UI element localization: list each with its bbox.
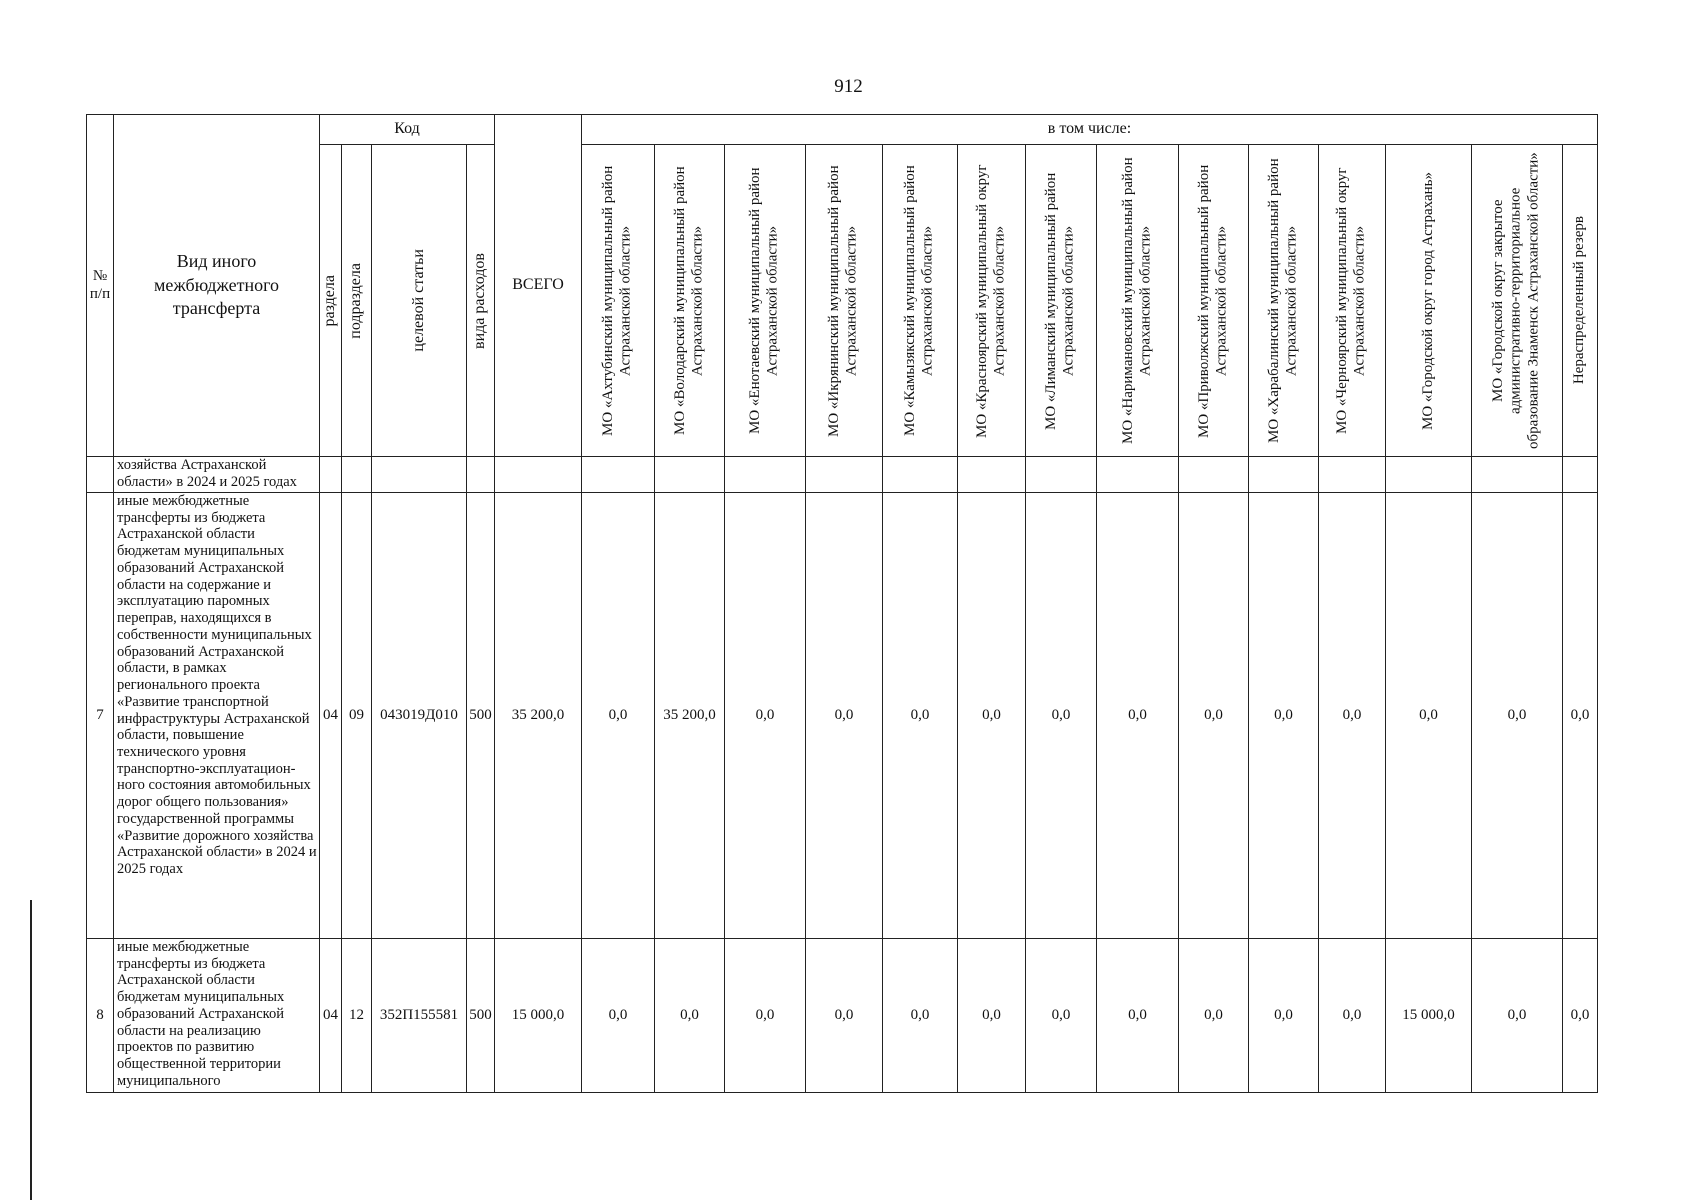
row-value: 15 000,0 (1386, 939, 1472, 1093)
row-value: 0,0 (883, 493, 958, 939)
row-value: 0,0 (655, 939, 725, 1093)
header-mo-ikryaninsky: МО «Икрянинский муниципальный район Астраханской области» (806, 145, 883, 457)
row-value (1179, 457, 1249, 493)
row-number: 7 (87, 493, 114, 939)
row-value (1319, 457, 1386, 493)
row-value: 0,0 (1249, 939, 1319, 1093)
header-mo-enotaevsky: МО «Енотаевский муниципальный район Астраханской области» (725, 145, 806, 457)
row-value: 0,0 (1319, 939, 1386, 1093)
table-row (87, 457, 1598, 493)
row-value: 0,0 (806, 939, 883, 1093)
header-including: в том числе: (582, 115, 1598, 145)
row-value (1026, 457, 1097, 493)
row-total (495, 457, 582, 493)
row-value (883, 457, 958, 493)
row-vid: 500 (467, 493, 495, 939)
row-value: 0,0 (725, 939, 806, 1093)
row-value: 0,0 (806, 493, 883, 939)
row-value: 0,0 (1319, 493, 1386, 939)
row-value: 0,0 (1249, 493, 1319, 939)
row-value: 0,0 (1386, 493, 1472, 939)
row-razdel: 04 (320, 939, 342, 1093)
row-value: 0,0 (1097, 493, 1179, 939)
table-body (87, 457, 1598, 1093)
header-mo-kamyzyaksky: МО «Камызякский муниципальный район Астраханской области» (883, 145, 958, 457)
row-razdel (320, 457, 342, 493)
header-mo-limansky: МО «Лиманский муниципальный район Астраханской области» (1026, 145, 1097, 457)
row-podrazdel: 12 (342, 939, 372, 1093)
header-mo-krasnoyarsky: МО «Красноярский муниципальный округ Астраханской области» (958, 145, 1026, 457)
row-value (725, 457, 806, 493)
row-value: 0,0 (582, 493, 655, 939)
row-value: 0,0 (1097, 939, 1179, 1093)
header-code-razdel: раздела (320, 145, 342, 457)
header-mo-chernoyarsky: МО «Черноярский муниципальный округ Астраханской области» (1319, 145, 1386, 457)
row-razdel: 04 (320, 493, 342, 939)
table-row (87, 939, 1598, 1093)
row-podrazdel: 09 (342, 493, 372, 939)
row-value: 0,0 (1026, 939, 1097, 1093)
row-vid: 500 (467, 939, 495, 1093)
row-value: 0,0 (1472, 493, 1563, 939)
header-mo-astrakhan: МО «Городской округ город Астрахань» (1386, 145, 1472, 457)
row-value (582, 457, 655, 493)
table-row (87, 493, 1598, 939)
row-value (1097, 457, 1179, 493)
row-value: 0,0 (582, 939, 655, 1093)
header-mo-privolzhsky: МО «Приволжский муниципальный район Астраханской области» (1179, 145, 1249, 457)
row-value (655, 457, 725, 493)
row-value (958, 457, 1026, 493)
row-podrazdel (342, 457, 372, 493)
header-code-vid: вида расходов (467, 145, 495, 457)
row-value (806, 457, 883, 493)
row-number: 8 (87, 939, 114, 1093)
header-mo-narimanovsky: МО «Наримановский муниципальный район Астраханской области» (1097, 145, 1179, 457)
header-mo-volodarsky: МО «Володарский муниципальный район Астраханской области» (655, 145, 725, 457)
header-mo-znamensk: МО «Городской округ закрытое административно-территориальное образование Знаменск Астраханской области» (1472, 145, 1563, 457)
header-code: Код (320, 115, 495, 145)
row-value: 0,0 (1026, 493, 1097, 939)
header-code-celevaya: целевой статьи (372, 145, 467, 457)
table-header (87, 115, 1598, 457)
header-mo-kharabalinsky: МО «Харабалинский муниципальный район Астраханской области» (1249, 145, 1319, 457)
row-total: 15 000,0 (495, 939, 582, 1093)
header-reserve: Нераспределенный резерв (1563, 145, 1598, 457)
row-value: 0,0 (958, 939, 1026, 1093)
row-celevaya (372, 457, 467, 493)
row-value: 0,0 (958, 493, 1026, 939)
row-description: иные межбюджетные трансферты из бюджета Астраханской области бюджетам муниципальных образований Астраханской области на реализацию проектов по развитию общественной территории муниципального (114, 939, 320, 1093)
row-value: 0,0 (725, 493, 806, 939)
row-value (1249, 457, 1319, 493)
row-total: 35 200,0 (495, 493, 582, 939)
row-vid (467, 457, 495, 493)
margin-rule (30, 900, 32, 1200)
row-value (1472, 457, 1563, 493)
row-value: 0,0 (883, 939, 958, 1093)
row-value: 0,0 (1179, 493, 1249, 939)
header-transfer-type: Вид иного межбюджетного трансферта (114, 115, 320, 457)
header-total: ВСЕГО (495, 115, 582, 457)
row-value: 0,0 (1563, 939, 1598, 1093)
row-value: 0,0 (1563, 493, 1598, 939)
row-celevaya: 043019Д010 (372, 493, 467, 939)
row-description: хозяйства Астраханской области» в 2024 и 2025 годах (114, 457, 320, 493)
row-value (1386, 457, 1472, 493)
page-number: 912 (834, 76, 863, 97)
row-description: иные межбюджетные трансферты из бюджета Астраханской области бюджетам муниципальных образований Астраханской области на содержание и эксплуатацию паромных переправ, находящихся в собственности муниципальных образований Астраханской области, в рамках регионального проекта «Развитие транспортной инфраструктуры Астраханской области, повышение технического уровня транспортно-эксплуатацион-ного состояния автомобильных дорог общего пользования» государственной программы «Развитие дорожного хозяйства Астраханской области» в 2024 и 2025 годах (114, 493, 320, 939)
row-value: 0,0 (1179, 939, 1249, 1093)
header-num: № п/п (87, 115, 114, 457)
row-celevaya: 352П155581 (372, 939, 467, 1093)
header-code-podrazdel: подраздела (342, 145, 372, 457)
header-mo-akhtubinsky: МО «Ахтубинский муниципальный район Астраханской области» (582, 145, 655, 457)
row-value: 35 200,0 (655, 493, 725, 939)
transfers-table (86, 114, 1598, 1093)
row-value (1563, 457, 1598, 493)
row-value: 0,0 (1472, 939, 1563, 1093)
row-number (87, 457, 114, 493)
